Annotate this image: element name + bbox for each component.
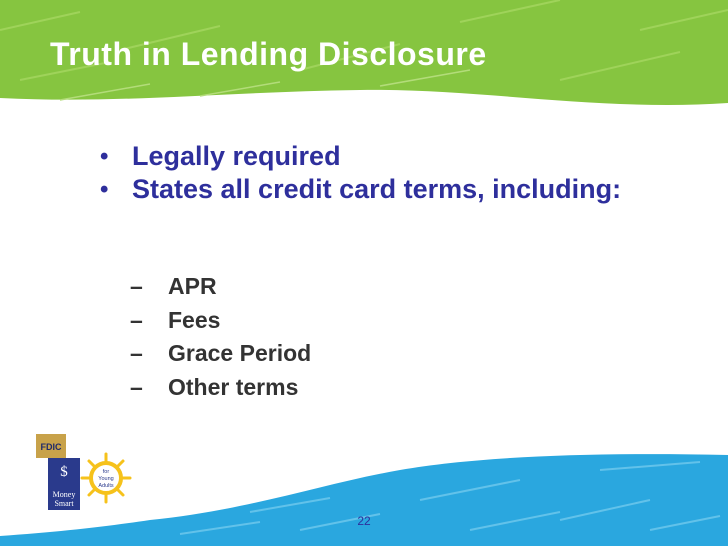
bullet-item: • Legally required xyxy=(100,140,660,173)
sub-bullet-item: – Other terms xyxy=(130,371,311,405)
svg-text:$: $ xyxy=(60,464,68,480)
sub-bullet-item: – Fees xyxy=(130,304,311,338)
bullet-item: • States all credit card terms, including: xyxy=(100,173,660,206)
svg-text:Adults: Adults xyxy=(98,483,114,489)
sub-bullet-item: – Grace Period xyxy=(130,337,311,371)
svg-text:FDIC: FDIC xyxy=(40,442,62,452)
svg-text:Smart: Smart xyxy=(54,499,74,508)
svg-text:for: for xyxy=(102,469,110,475)
slide-title: Truth in Lending Disclosure xyxy=(50,36,487,72)
svg-text:Money: Money xyxy=(52,490,76,499)
sub-bullet-item: – APR xyxy=(130,270,311,304)
fdic-money-smart-logo xyxy=(34,434,134,512)
page-number: 22 xyxy=(357,514,371,528)
svg-text:Young: Young xyxy=(98,476,114,482)
